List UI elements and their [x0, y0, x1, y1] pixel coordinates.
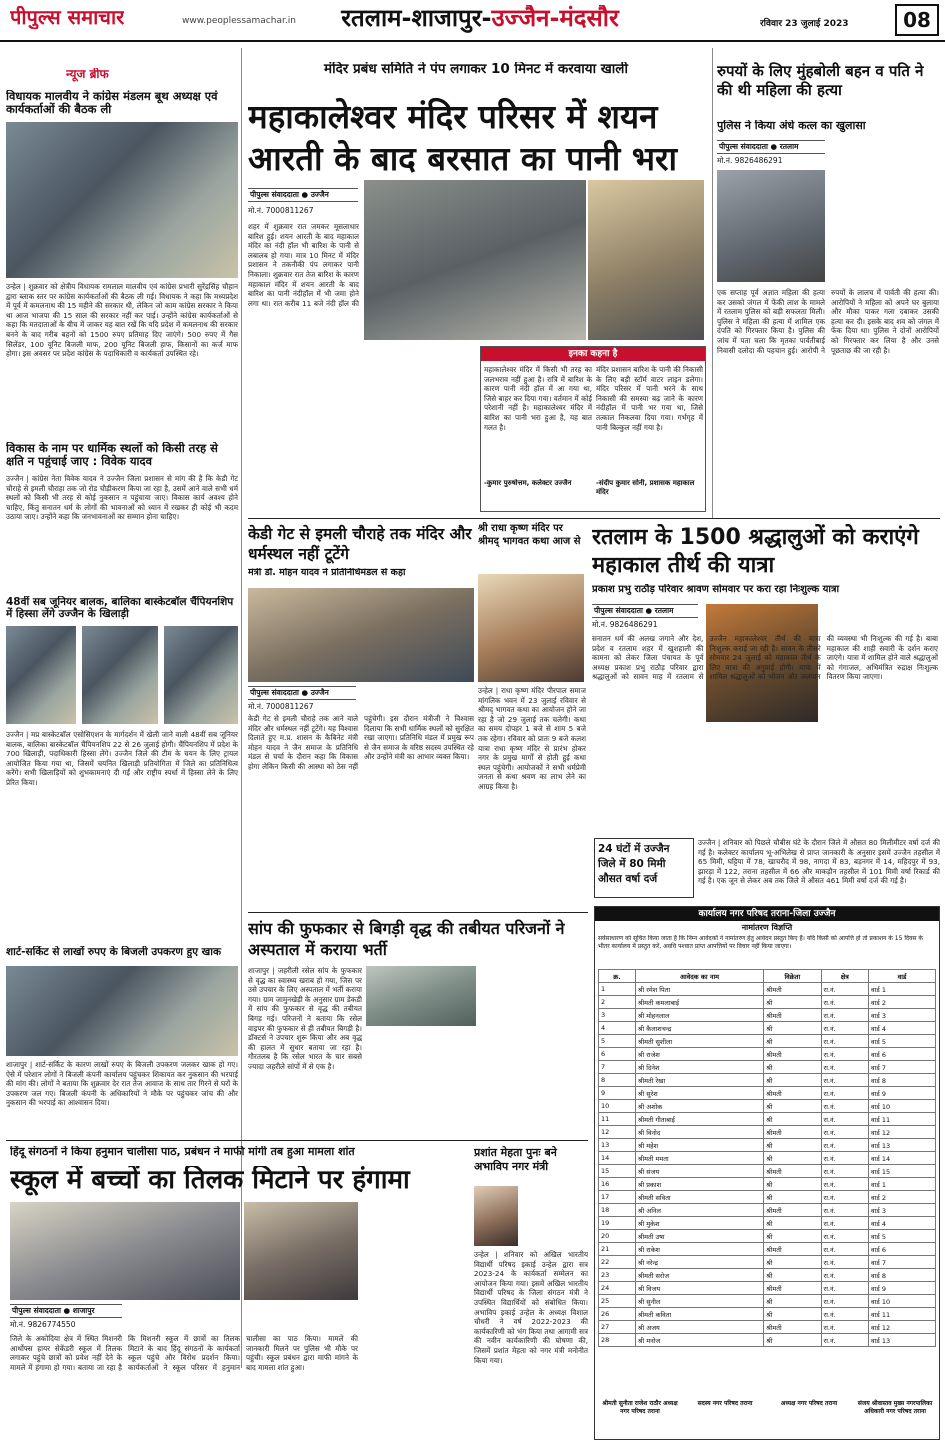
table-cell: श्री — [764, 1061, 821, 1074]
tender-table — [598, 969, 936, 1347]
table-cell: श्रीमती सरोज — [635, 1269, 763, 1282]
table-cell: 20 — [599, 1230, 636, 1243]
table-cell: श्री — [764, 1334, 821, 1347]
table-cell: श्री राजेश — [635, 1048, 763, 1061]
table-cell: श्री — [764, 1113, 821, 1126]
table-cell: 23 — [599, 1269, 636, 1282]
brief2-headline: विकास के नाम पर धार्मिक स्थलों को किसी तरह से क्षति न पहुंचाई जाए : विवेक यादव — [6, 442, 218, 469]
table-cell: वार्ड 4 — [869, 1217, 936, 1230]
table-cell: वार्ड 6 — [869, 1048, 936, 1061]
murder-sub: पुलिस ने किया अंधे कत्ल का खुलासा — [717, 120, 866, 132]
table-cell: रा.नं. — [821, 1087, 868, 1100]
table-cell: 3 — [599, 1009, 636, 1022]
table-cell: 1 — [599, 983, 636, 996]
table-cell: 24 — [599, 1282, 636, 1295]
brief3-photo-mid — [82, 626, 158, 724]
table-cell: श्री प्रकाश — [635, 1178, 763, 1191]
tender-sign-1: श्रीमती सुनीता राजेश राठौर अध्यक्ष नगर परिषद तराना — [602, 1400, 678, 1415]
table-cell: वार्ड 9 — [869, 1282, 936, 1295]
table-cell: 9 — [599, 1087, 636, 1100]
table-row — [599, 1321, 936, 1334]
table-cell: वार्ड 3 — [869, 1009, 936, 1022]
table-cell: रा.नं. — [821, 983, 868, 996]
table-cell: रा.नं. — [821, 1178, 868, 1191]
table-cell: रा.नं. — [821, 1048, 868, 1061]
table-row — [599, 1178, 936, 1191]
brief1-photo — [6, 122, 238, 278]
table-cell: वार्ड 12 — [869, 1321, 936, 1334]
table-row — [599, 1139, 936, 1152]
tender-header-cell: आवेदक का नाम — [635, 970, 763, 983]
table-cell: श्रीमती — [764, 1087, 821, 1100]
table-cell: श्रीमती — [764, 1126, 821, 1139]
divider-1 — [248, 518, 940, 519]
lead-kicker: मंदिर प्रबंध समिति ने पंप लगाकर 10 मिनट में करवाया खाली — [324, 62, 628, 77]
yatra-sub: प्रकाश प्रभु राठौड़ परिवार श्रावण सोमवार पर करा रहा निःशुल्क यात्रा — [592, 584, 840, 595]
school-kicker: हिंदू संगठनों ने किया हनुमान चालीसा पाठ, प्रबंधन ने माफी मांगी तब हुआ मामला शांत — [10, 1146, 355, 1158]
table-cell: वार्ड 11 — [869, 1113, 936, 1126]
table-cell: वार्ड 10 — [869, 1100, 936, 1113]
table-cell: वार्ड 2 — [869, 996, 936, 1009]
table-row — [599, 1061, 936, 1074]
table-cell: रा.नं. — [821, 1100, 868, 1113]
table-cell: 17 — [599, 1191, 636, 1204]
table-cell: श्री मोहनलाल — [635, 1009, 763, 1022]
edition-date: रविवार 23 जुलाई 2023 — [760, 19, 849, 29]
table-cell: रा.नं. — [821, 1321, 868, 1334]
table-cell: श्रीमती — [764, 1282, 821, 1295]
table-cell: रा.नं. — [821, 1243, 868, 1256]
table-cell: रा.नं. — [821, 1204, 868, 1217]
murder-body: एक सप्ताह पूर्व अज्ञात महिला की हत्या कर उसको जंगल में फेंकी लाश के मामले में रतलाम पुलिस को बड़ी सफलता मिली। पुलिस ने महिला की हत्या में शामिल एक दंपति को गिरफ्तार किया है। पुलिस की जांच में पता चला कि मृतका पार्वतीबाई निवासी दलोदा की पहचान हुई। आरोपी ने रुपयों के लालच में पार्वती की हत्या की। आरोपियों ने महिला को अपने घर बुलाया और मौका पाकर गला दबाकर उसकी हत्या कर दी। इसके बाद शव को जंगल में फेंक दिया था। पुलिस ने दोनों आरोपियों को गिरफ्तार कर लिया है और उनसे पूछताछ की जा रही है। — [717, 288, 939, 355]
table-cell: श्रीमती उषा — [635, 1230, 763, 1243]
table-cell: वार्ड 11 — [869, 1308, 936, 1321]
table-cell: रा.नं. — [821, 1308, 868, 1321]
table-cell: 22 — [599, 1256, 636, 1269]
region-title — [310, 5, 650, 33]
yatra-byline: पीपुल्स संवाददाता ● रतलाम — [592, 604, 698, 618]
table-cell: रा.नं. — [821, 1256, 868, 1269]
brief3-photo-left — [6, 626, 76, 724]
table-cell: श्री — [764, 1191, 821, 1204]
table-cell: श्रीमती — [764, 1204, 821, 1217]
table-cell: 19 — [599, 1217, 636, 1230]
table-cell: रा.नं. — [821, 1230, 868, 1243]
tender-header-cell: वार्ड — [869, 970, 936, 983]
table-cell: 14 — [599, 1152, 636, 1165]
table-cell: रा.नं. — [821, 1269, 868, 1282]
table-cell: श्रीमती कमलाबाई — [635, 996, 763, 1009]
table-cell: रा.नं. — [821, 1217, 868, 1230]
yatra-mobile: मो.नं. 9826486291 — [592, 620, 658, 629]
table-cell: 18 — [599, 1204, 636, 1217]
prashant-headline: प्रशांत मेहता पुनः बने अभाविप नगर मंत्री — [474, 1146, 557, 1173]
table-cell: वार्ड 14 — [869, 1152, 936, 1165]
table-cell: रा.नं. — [821, 1074, 868, 1087]
table-cell: श्री — [764, 1178, 821, 1191]
table-row — [599, 1165, 936, 1178]
table-cell: 7 — [599, 1061, 636, 1074]
yatra-headline: रतलाम के 1500 श्रद्धालुओं को कराएंगे महाकाल तीर्थ की यात्रा — [592, 525, 919, 578]
table-cell: 2 — [599, 996, 636, 1009]
table-cell: वार्ड 12 — [869, 1126, 936, 1139]
table-cell: 8 — [599, 1074, 636, 1087]
kedi-body: केडी गेट से इमली चौराहे तक आने वाले मंदिर और धर्मस्थल नहीं टूटेंगे। यह विश्वास दिलाते हुए म.प्र. शासन के कैबिनेट मंत्री मोहन यादव ने जैन समाज के प्रतिनिधि मंडल से चर्चा के दौरान कहा कि विकास होगा लेकिन किसी की आस्था को ठेस नहीं पहुंचेगी। इस दौरान मंत्रीजी ने विश्वास दिलाया कि सभी धार्मिक स्थलों को सुरक्षित रखा जाएगा। प्रतिनिधि मंडल में प्रमुख रूप से जैन समाज के वरिष्ठ सदस्य उपस्थित रहे और उन्होंने मंत्री का आभार व्यक्त किया। — [248, 714, 474, 771]
tender-header-cell: विक्रेता — [764, 970, 821, 983]
kedi-headline: केडी गेट से इमली चौराहे तक मंदिर और धर्मस्थल नहीं टूटेंगे — [248, 525, 472, 563]
table-cell: श्रीमती गीताबाई — [635, 1113, 763, 1126]
table-cell: श्रीमती — [764, 1048, 821, 1061]
murder-photo — [717, 170, 825, 282]
table-cell: 15 — [599, 1165, 636, 1178]
table-cell: श्री — [764, 1100, 821, 1113]
table-cell: रा.नं. — [821, 1152, 868, 1165]
table-row — [599, 1191, 936, 1204]
page-number: 08 — [895, 4, 939, 36]
table-cell: 27 — [599, 1321, 636, 1334]
school-byline: पीपुल्स संवाददाता ● शाजापुर — [10, 1304, 122, 1318]
table-cell: श्री महेश — [635, 1139, 763, 1152]
table-cell: वार्ड 1 — [869, 1178, 936, 1191]
table-cell: श्री सुरेश — [635, 1087, 763, 1100]
table-cell: वार्ड 5 — [869, 1035, 936, 1048]
table-cell: श्रीमती ममता — [635, 1152, 763, 1165]
snake-headline: सांप की फुफकार से बिगड़ी वृद्ध की तबीयत परिजनों ने अस्पताल में कराया भर्ती — [248, 919, 565, 959]
lead-photo-1 — [364, 180, 586, 340]
table-row — [599, 983, 936, 996]
table-cell: 16 — [599, 1178, 636, 1191]
table-cell: श्री कैलाशचन्द्र — [635, 1022, 763, 1035]
table-cell: 11 — [599, 1113, 636, 1126]
table-cell: श्री — [764, 1035, 821, 1048]
table-cell: श्री — [764, 1022, 821, 1035]
quote-1-name: -कुमार पुरुषोत्तम, कलेक्टर उज्जैन — [484, 479, 572, 487]
table-cell: 10 — [599, 1100, 636, 1113]
tender-header-cell: क्र. — [599, 970, 636, 983]
quote-2: मंदिर प्रशासन बारिश के पानी की निकासी के लिए बड़ी स्टॉर्म वाटर लाइन डलेगा। मंदिर परिसर में पानी भरने के साथ निकासी की समस्या बढ़ जाने के कारण नंदीहॉल में पानी भर गया था, जिसे तत्काल निकलवा दिया गया। गर्भगृह में पानी बिल्कुल नहीं गया है। — [596, 365, 703, 432]
brief3-body: उज्जैन | मप्र बास्केटबॉल एसोसिएशन के मार्गदर्शन में खेली जाने वाली 48वीं सब जूनियर बालक, बालिका बास्केटबॉल चैंपियनशिप 22 से 26 जुलाई होगी। चैंपियनशिप में प्रदेश के 700 खिलाड़ी, पदाधिकारी हिस्सा लेंगे। उज्जैन जिले की टीम के चयन के लिए ट्रायल आयोजित किया गया था, जिसमें चयनित खिलाड़ी प्रतियोगिता में जिले का प्रतिनिधित्व करेंगे। सभी खिलाड़ियों को शुभकामनाएं दी गईं और राष्ट्रीय स्पर्धा में हिस्सा लेने के लिए प्रेरित किया। — [6, 730, 238, 787]
masthead — [0, 0, 945, 42]
table-cell: वार्ड 8 — [869, 1074, 936, 1087]
table-cell: श्री अनिल — [635, 1204, 763, 1217]
table-cell: रा.नं. — [821, 1113, 868, 1126]
table-cell: श्री सुनील — [635, 1295, 763, 1308]
school-headline: स्कूल में बच्चों का तिलक मिटाने पर हंगामा — [10, 1166, 410, 1195]
table-row — [599, 1308, 936, 1321]
table-cell: श्री — [764, 1308, 821, 1321]
table-cell: वार्ड 13 — [869, 1334, 936, 1347]
table-row — [599, 1113, 936, 1126]
table-row — [599, 1256, 936, 1269]
table-cell: 25 — [599, 1295, 636, 1308]
lead-body: शहर में शुक्रवार रात जमकर मूसलाधार बारिश हुई। शयन आरती के बाद महाकाल मंदिर का नंदी हॉल भी बारिश के पानी से लबालब हो गया। मात्र 10 मिनट में मंदिर प्रशासन ने तकनीकी पंप लगाकर पानी निकाला। शुक्रवार रात तेज बारिश के कारण महाकाल मंदिर में शयन आरती के बाद बारिश का पानी नंदीहॉल में भी जमा होने लगा था। रात करीब 11 बजे नंदी हॉल की — [248, 222, 359, 308]
table-cell: श्रीमती सविता — [635, 1191, 763, 1204]
table-cell: रा.नं. — [821, 1035, 868, 1048]
table-cell: श्री दिनेश — [635, 1061, 763, 1074]
murder-mobile: मो.नं. 9826486291 — [717, 156, 783, 165]
quote-box-title: इनका कहना है — [481, 347, 705, 361]
tender-header-row — [599, 970, 936, 983]
region-a: रतलाम-शाजापुर- — [341, 5, 492, 32]
table-cell: श्री विनोद — [635, 1126, 763, 1139]
table-cell: रा.नं. — [821, 1126, 868, 1139]
table-row — [599, 1009, 936, 1022]
divider-2 — [248, 912, 588, 913]
table-cell: रा.नं. — [821, 1295, 868, 1308]
table-cell: वार्ड 7 — [869, 1256, 936, 1269]
murder-byline: पीपुल्स संवाददाता ● रतलाम — [717, 140, 825, 154]
tender-intro: सर्वसाधारण को सूचित किया जाता है कि निम्न आवेदकों ने नामांतरण हेतु आवेदन प्रस्तुत किए हैं। यदि किसी को आपत्ति हो तो प्रकाशन के 15 दिवस के भीतर कार्यालय में प्रस्तुत करें, अवधि पश्चात प्राप्त आपत्तियों पर विचार नहीं किया जाएगा। — [598, 935, 923, 950]
table-row — [599, 1087, 936, 1100]
table-cell: रा.नं. — [821, 1165, 868, 1178]
table-cell: 5 — [599, 1035, 636, 1048]
table-cell: श्री राकेश — [635, 1243, 763, 1256]
table-row — [599, 996, 936, 1009]
kedi-sub: मंत्री डॉ. मोहन यादव ने प्रतिनिधिमंडल से कहा — [248, 568, 406, 578]
table-row — [599, 1334, 936, 1347]
table-cell: श्री मनोज — [635, 1334, 763, 1347]
news-brief-label: न्यूज ब्रीफ — [66, 68, 109, 81]
rain-body: उज्जैन | शनिवार को पिछले चौबीस घंटे के दौरान जिले में औसत 80 मिलीमीटर वर्षा दर्ज की गई है। कलेक्टर कार्यालय भू-अभिलेख से प्राप्त जानकारी के अनुसार इसमें उज्जैन तहसील में 65 मिमी, घट्टिया में 78, खाचरौद में 98, नागदा में 83, बड़नगर में 14, महिदपुर में 93, झारड़ा में 122, तराना तहसील में 66 और माकड़ौन तहसील में 101 मिमी वर्षा रिकार्ड की गई है। एक जून से लेकर अब तक जिले में औसत 461 मिमी वर्षा दर्ज की गई है। — [698, 838, 940, 886]
table-cell: श्री रमेश पिता — [635, 983, 763, 996]
brief4-photo — [6, 966, 238, 1056]
brief4-body: शाजापुर | शार्ट-सर्किट के कारण लाखों रुपए के बिजली उपकरण जलकर खाक हो गए। ऐसे में परेशान लोगों ने बिजली कंपनी कार्यालय पहुंचकर शिकायत कर नुकसान की भरपाई की मांग की। लोगों ने बताया कि शुक्रवार देर रात तेज आवाज के साथ तार गिरने से घरों के उपकरण जल गए। बिजली कंपनी के अधिकारियों ने मौके पर पहुंचकर जांच की और नुकसान की भरपाई का आश्वासन दिया। — [6, 1060, 238, 1108]
table-cell: श्री विजय — [635, 1282, 763, 1295]
table-cell: 21 — [599, 1243, 636, 1256]
table-cell: रा.नं. — [821, 1334, 868, 1347]
table-cell: श्रीमती — [764, 1165, 821, 1178]
table-cell: श्री — [764, 1074, 821, 1087]
table-row — [599, 1126, 936, 1139]
rain-box: 24 घंटों में उज्जैन जिले में 80 मिमी औसत वर्षा दर्ज — [594, 838, 694, 898]
table-cell: श्री — [764, 1217, 821, 1230]
table-cell: वार्ड 1 — [869, 983, 936, 996]
site-url: www.peoplessamachar.in — [182, 16, 296, 26]
lead-mobile: मो.नं. 7000811267 — [248, 206, 314, 215]
kedi-mobile: मो.नं. 7000811267 — [248, 702, 314, 711]
quote-1: महाकालेश्वर मंदिर में किसी भी तरह का जलभराव नहीं हुआ है। रात्रि में बारिश के कारण पानी नंदी हॉल में आ गया था, जिसे बाहर कर दिया गया। वर्तमान में कोई परेशानी नहीं है। महाकालेश्वर मंदिर में बारिश का पानी भरा हुआ है, यह बात गलत है। — [484, 365, 592, 432]
divider-3 — [6, 1140, 588, 1141]
table-cell: रा.नं. — [821, 1282, 868, 1295]
table-row — [599, 1204, 936, 1217]
table-cell: वार्ड 2 — [869, 1191, 936, 1204]
snake-photo — [366, 966, 476, 1026]
table-cell: श्री अशोक — [635, 1100, 763, 1113]
table-cell: रा.नं. — [821, 1061, 868, 1074]
brief3-photo-right — [164, 626, 238, 724]
lead-headline: महाकालेश्वर मंदिर परिसर में शयन आरती के बाद बरसात का पानी भरा — [248, 97, 678, 178]
table-cell: श्री नरेन्द्र — [635, 1256, 763, 1269]
school-body: जिले के अकोदिया क्षेत्र में स्थित मिशनरी आर्थोफ्स हायर सेकेंडरी स्कूल में तिलक लगाकर पहुंचे छात्रों को प्रवेश नहीं देने के मामले में हंगामा हो गया। बताया जा रहा है कि मिशनरी स्कूल में छात्रों का तिलक मिटाने के बाद हिंदू संगठनों के कार्यकर्ता स्कूल पहुंचे और विरोध प्रदर्शन किया। कार्यकर्ताओं ने स्कूल परिसर में हनुमान चालीसा का पाठ किया। मामले की जानकारी मिलने पर पुलिस भी मौके पर पहुंची। स्कूल प्रबंधन द्वारा माफी मांगने के बाद मामला शांत हुआ। — [10, 1334, 358, 1372]
radha-photo — [478, 574, 584, 682]
quote-2-name: -संदीप कुमार सोनी, प्रशासक महाकाल मंदिर — [596, 479, 695, 496]
tender-header-cell: क्षेत्र — [821, 970, 868, 983]
table-cell: श्रीमती — [764, 1321, 821, 1334]
table-cell: श्रीमती — [764, 1009, 821, 1022]
snake-body: शाजापुर | जहरीली रसेल सांप के फुफकार से वृद्ध का स्वास्थ्य खराब हो गया, जिस पर उसे उपचार के लिए अस्पताल में भर्ती कराया गया। ग्राम जामुनखेड़ी के अनुसार ग्राम डेकडी में सांप की फुफकार से वृद्ध की तबीयत बिगड़ गई। परिजनों ने बताया कि रसेल वाइपर की फुफकार से ही तबीयत बिगड़ी है। डॉक्टर्स ने उपचार शुरू किया और अब वृद्ध की हालत में सुधार बताया जा रहा है। गौरतलब है कि रसेल भारत के चार सबसे ज्यादा जहरीले सांपों में से एक है। — [248, 966, 362, 1071]
kedi-photo — [248, 588, 474, 682]
quote-box — [480, 346, 706, 512]
tender-subtitle: नामांतरण विज्ञप्ति — [741, 923, 793, 932]
brand-logo: पीपुल्स समाचार — [10, 6, 125, 29]
region-b: उज्जैन-मंदसौर — [491, 5, 619, 32]
table-cell: वार्ड 13 — [869, 1139, 936, 1152]
table-row — [599, 1100, 936, 1113]
table-row — [599, 1022, 936, 1035]
tender-table-body — [599, 983, 936, 1347]
table-cell: श्री — [764, 1152, 821, 1165]
table-cell: 4 — [599, 1022, 636, 1035]
table-cell: श्री — [764, 996, 821, 1009]
school-mobile: मो.नं. 9826774550 — [10, 1320, 76, 1329]
table-cell: वार्ड 9 — [869, 1087, 936, 1100]
table-cell: 28 — [599, 1334, 636, 1347]
table-row — [599, 1035, 936, 1048]
table-row — [599, 1048, 936, 1061]
table-cell: रा.नं. — [821, 1191, 868, 1204]
table-cell: वार्ड 3 — [869, 1204, 936, 1217]
table-cell: वार्ड 6 — [869, 1243, 936, 1256]
table-cell: श्री — [764, 1295, 821, 1308]
prashant-body: उन्हेल | शनिवार को अखिल भारतीय विद्यार्थी परिषद इकाई उन्हेल द्वारा सत्र 2023-24 के कार्यकर्ता सम्मेलन का आयोजन किया गया। इसमें अखिल भारतीय विद्यार्थी परिषद के जिला संगठन मंत्री ने उपस्थित विद्यार्थियों को संबोधित किया। अभाविप इकाई उन्हेल के अध्यक्ष विशाल चौधरी ने वर्ष 2022-2023 की कार्यकारिणी को भंग किया तथा आगामी सत्र की नवीन कार्यकारिणी की घोषणा की, जिसमें प्रशांत मेहता को नगर मंत्री मनोनीत किया गया। — [474, 1250, 588, 1365]
table-cell: श्री — [764, 1139, 821, 1152]
table-cell: श्रीमती रेखा — [635, 1074, 763, 1087]
table-cell: 26 — [599, 1308, 636, 1321]
lead-photo-2 — [588, 180, 704, 340]
table-cell: वार्ड 5 — [869, 1230, 936, 1243]
table-cell: श्री मुकेश — [635, 1217, 763, 1230]
table-row — [599, 1282, 936, 1295]
tender-sign-4: संजय श्रीवास्तव मुख्य नगरपालिका अधिकारी नगर परिषद तराना — [857, 1400, 933, 1415]
table-cell: श्रीमती कविता — [635, 1308, 763, 1321]
kedi-byline: पीपुल्स संवाददाता ● उज्जैन — [248, 686, 356, 700]
prashant-photo — [474, 1186, 518, 1246]
table-row — [599, 1269, 936, 1282]
brief2-body: उज्जैन | कांग्रेस नेता विवेक यादव ने उज्जैन जिला प्रशासन से मांग की है कि केडी गेट चौराहे से इमली चौराहा तक जो रोड चौड़ीकरण किया जा रहा है, उसमें आने वाले सभी धर्म स्थलों को किसी भी तरह से कोई नुकसान न पहुंचाया जाए। विकास कार्य अवश्य होने चाहिए, किंतु सनातन धर्म के लोगों की भावनाओं को ध्यान में रखकर ही कोई भी कदम उठाया जाए। उन्होंने कहा कि जनभावनाओं का सम्मान होना चाहिए। — [6, 474, 238, 522]
school-photo-1 — [10, 1202, 240, 1300]
school-photo-2 — [244, 1202, 358, 1300]
yatra-body: सनातन धर्म की अलख जगाने और देश, प्रदेश व रतलाम शहर में खुशहाली की कामना को लेकर जिला पंचायत के पूर्व अध्यक्ष प्रकाश प्रभु राठौड़ परिवार द्वारा श्रद्धालुओं को सावन माह में रतलाम से उज्जैन महाकालेश्वर तीर्थ की यात्रा निःशुल्क कराई जा रही है। सावन के तीसरे सोमवार 24 जुलाई को महाकाल तीर्थ के लिए यात्रा की अगुवाई होगी। यात्रा में शामिल श्रद्धालुओं को भोजन और जलपान की व्यवस्था भी निःशुल्क की गई है। बाबा महाकाल की शाही सवारी के दर्शन कराए जाएंगे। यात्रा में शामिल होने वाले श्रद्धालुओं को गंगाजल, अभिमंत्रित रुद्राक्ष निःशुल्क वितरण किया जाएगा। — [592, 634, 938, 682]
table-cell: 13 — [599, 1139, 636, 1152]
table-row — [599, 1217, 936, 1230]
brief4-headline: शार्ट-सर्किट से लाखों रुपए के बिजली उपकरण हुए खाक — [6, 946, 222, 958]
table-cell: 12 — [599, 1126, 636, 1139]
table-cell: रा.नं. — [821, 1139, 868, 1152]
tender-sign-3: अध्यक्ष नगर परिषद तराना — [780, 1400, 838, 1407]
table-cell: श्रीमती — [764, 1243, 821, 1256]
table-cell: श्रीमती सुशीला — [635, 1035, 763, 1048]
table-cell: रा.नं. — [821, 1022, 868, 1035]
tender-title: कार्यालय नगर परिषद तराना-जिला उज्जैन — [595, 907, 939, 921]
lead-byline: पीपुल्स संवाददाता ● उज्जैन — [248, 188, 358, 202]
table-row — [599, 1243, 936, 1256]
table-row — [599, 1074, 936, 1087]
table-cell: वार्ड 15 — [869, 1165, 936, 1178]
table-cell: वार्ड 8 — [869, 1269, 936, 1282]
murder-headline: रुपयों के लिए मुंहबोली बहन व पति ने की थी महिला की हत्या — [717, 62, 924, 99]
table-row — [599, 1230, 936, 1243]
table-row — [599, 1152, 936, 1165]
table-cell: श्री अजय — [635, 1321, 763, 1334]
table-cell: रा.नं. — [821, 996, 868, 1009]
tender-sign-2: सदस्य नगर परिषद तराना — [697, 1400, 753, 1407]
brief3-headline: 48वीं सब जूनियर बालक, बालिका बास्केटबॉल चैंपियनशिप में हिस्सा लेंगे उज्जैन के खिलाड़ी — [6, 596, 234, 621]
table-cell: वार्ड 4 — [869, 1022, 936, 1035]
table-row — [599, 1295, 936, 1308]
right-top-story — [712, 48, 940, 518]
table-cell: श्री — [764, 1256, 821, 1269]
table-cell: 6 — [599, 1048, 636, 1061]
table-cell: श्री संजय — [635, 1165, 763, 1178]
table-cell: रा.नं. — [821, 1009, 868, 1022]
tender-notice — [594, 906, 940, 1440]
brief1-headline: विधायक मालवीय ने कांग्रेस मंडलम बूथ अध्यक्ष एवं कार्यकर्ताओं की बैठक ली — [6, 90, 218, 117]
table-cell: श्रीमती — [764, 983, 821, 996]
table-cell: श्री — [764, 1269, 821, 1282]
table-cell: वार्ड 10 — [869, 1295, 936, 1308]
radha-kicker: श्री राधा कृष्ण मंदिर पर श्रीमद् भागवत कथा आज से — [478, 523, 581, 547]
table-cell: श्री — [764, 1230, 821, 1243]
radha-body: उन्हेल | राधा कृष्ण मंदिर पीरपाल समाज मांगलिक भवन में 23 जुलाई रविवार से श्रीमद् भागवत कथा का आयोजन होने जा रहा है जो 29 जुलाई तक चलेगी। कथा का समय दोपहर 1 बजे से शाम 5 बजे तक रहेगा। रविवार को प्रातः 9 बजे कलश यात्रा राधा कृष्ण मंदिर से प्रारंभ होकर नगर के प्रमुख मार्गों से होती हुई कथा स्थल पहुंचेगी। आयोजकों ने सभी धर्मप्रेमी जनता से कथा श्रवण का लाभ लेने का आग्रह किया है। — [478, 686, 586, 791]
table-cell: वार्ड 7 — [869, 1061, 936, 1074]
brief1-body: उन्हेल | शुक्रवार को क्षेत्रीय विधायक रामलाल मालवीय एवं कांग्रेस प्रभारी सुरेंद्रसिंह चौहान द्वारा ब्लाक स्तर पर कांग्रेस कार्यकर्ताओं की बैठक ली गई। विधायक ने कहा कि मध्यप्रदेश में पूर्व में कमलनाथ की 15 महीने की सरकार थी, लेकिन जो काम कांग्रेस सरकार ने किया था आज भाजपा की 15 साल की सरकार नहीं कर पाई। उन्होंने कांग्रेस कार्यकर्ताओं से कहा कि मतदाताओं के बीच में जाकर यह बात रखें कि यदि प्रदेश में कमलनाथ की सरकार बनने के बाद गरीब बहनों को 1500 रुपए प्रतिमाह दिए जाएंगे। 500 रुपए में गैस सिलेंडर, 100 यूनिट बिजली माफ, 200 यूनिट बिजली हाफ, किसानों का कर्ज माफ होगा। इस अवसर पर प्रदेश कांग्रेस के पदाधिकारी व कार्यकर्ता उपस्थित रहे। — [6, 282, 238, 359]
